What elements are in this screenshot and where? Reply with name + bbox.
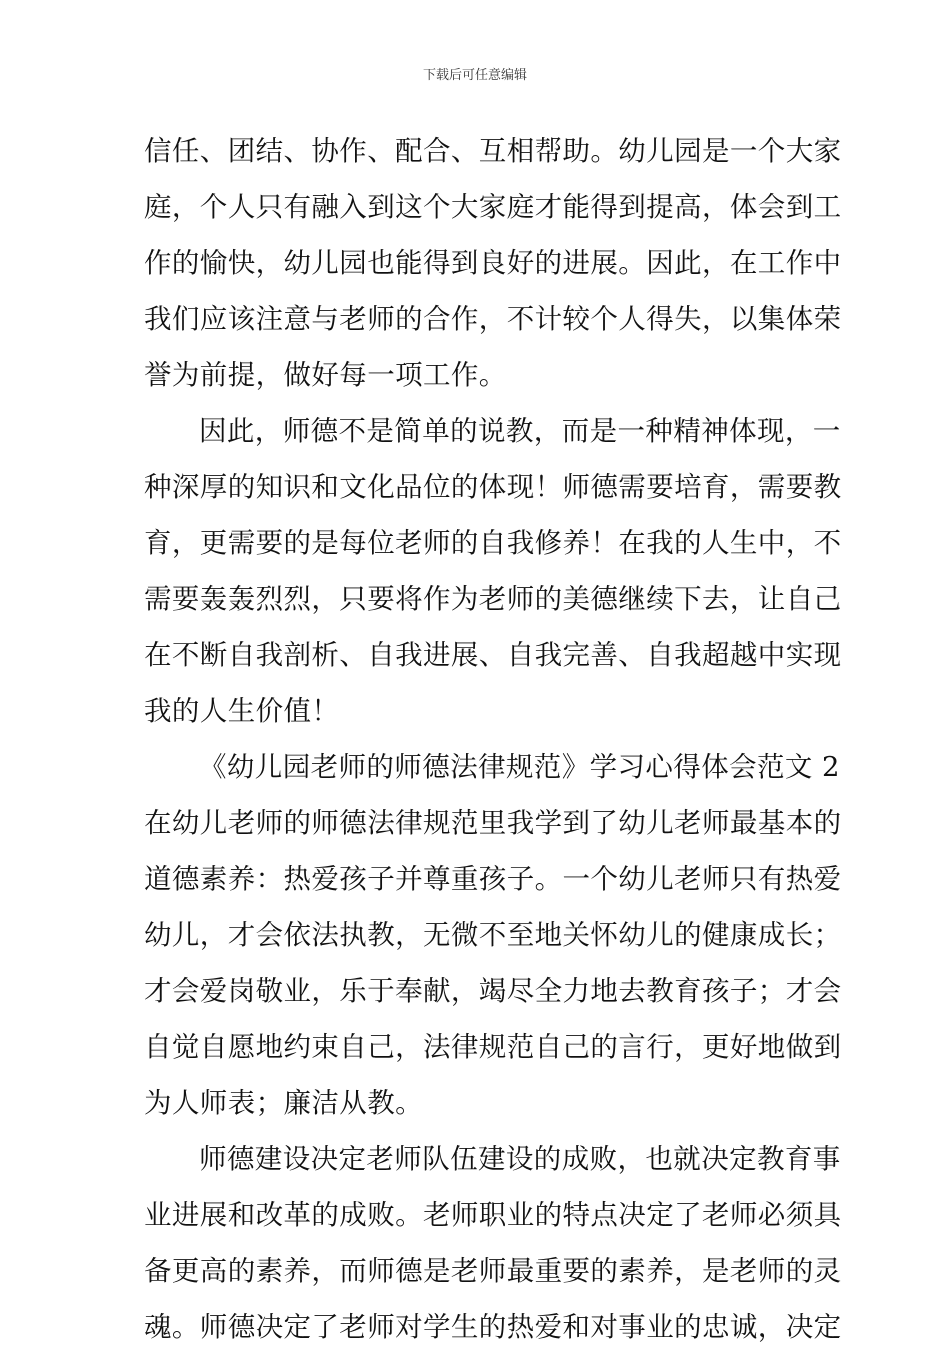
text-line: 道德素养：热爱孩子并尊重孩子。一个幼儿老师只有热爱 xyxy=(144,863,842,895)
text-line: 作的愉快，幼儿园也能得到良好的进展。因此，在工作中 xyxy=(144,247,842,279)
text-line: 幼儿，才会依法执教，无微不至地关怀幼儿的健康成长； xyxy=(144,919,842,951)
text-line: 我们应该注意与老师的合作，不计较个人得失，以集体荣 xyxy=(144,303,842,335)
text-line: 在不断自我剖析、自我进展、自我完善、自我超越中实现 xyxy=(144,639,842,671)
text-line: 信任、团结、协作、配合、互相帮助。幼儿园是一个大家 xyxy=(144,135,842,167)
text-line: 才会爱岗敬业，乐于奉献，竭尽全力地去教育孩子；才会 xyxy=(144,975,842,1007)
paragraph-first-line: 因此，师德不是简单的说教，而是一种精神体现，一 xyxy=(199,415,841,447)
article-title: 《幼儿园老师的师德法律规范》学习心得体会范文 2 xyxy=(199,751,840,783)
text-line: 为人师表；廉洁从教。 xyxy=(144,1087,423,1119)
text-line: 庭，个人只有融入到这个大家庭才能得到提高，体会到工 xyxy=(144,191,842,223)
text-line: 需要轰轰烈烈，只要将作为老师的美德继续下去，让自己 xyxy=(144,583,842,615)
text-line: 魂。师德决定了老师对学生的热爱和对事业的忠诚，决定 xyxy=(144,1311,842,1343)
text-line: 我的人生价值！ xyxy=(144,695,340,727)
text-line: 种深厚的知识和文化品位的体现！师德需要培育，需要教 xyxy=(144,471,842,503)
text-line: 育，更需要的是每位老师的自我修养！在我的人生中，不 xyxy=(144,527,842,559)
text-line: 业进展和改革的成败。老师职业的特点决定了老师必须具 xyxy=(144,1199,842,1231)
text-line: 在幼儿老师的师德法律规范里我学到了幼儿老师最基本的 xyxy=(144,807,842,839)
page-header: 下载后可任意编辑 xyxy=(422,68,527,83)
text-line: 备更高的素养，而师德是老师最重要的素养，是老师的灵 xyxy=(144,1255,842,1287)
paragraph-first-line: 师德建设决定老师队伍建设的成败，也就决定教育事 xyxy=(199,1143,841,1175)
text-line: 自觉自愿地约束自己，法律规范自己的言行，更好地做到 xyxy=(144,1031,842,1063)
text-line: 誉为前提，做好每一项工作。 xyxy=(144,359,507,391)
